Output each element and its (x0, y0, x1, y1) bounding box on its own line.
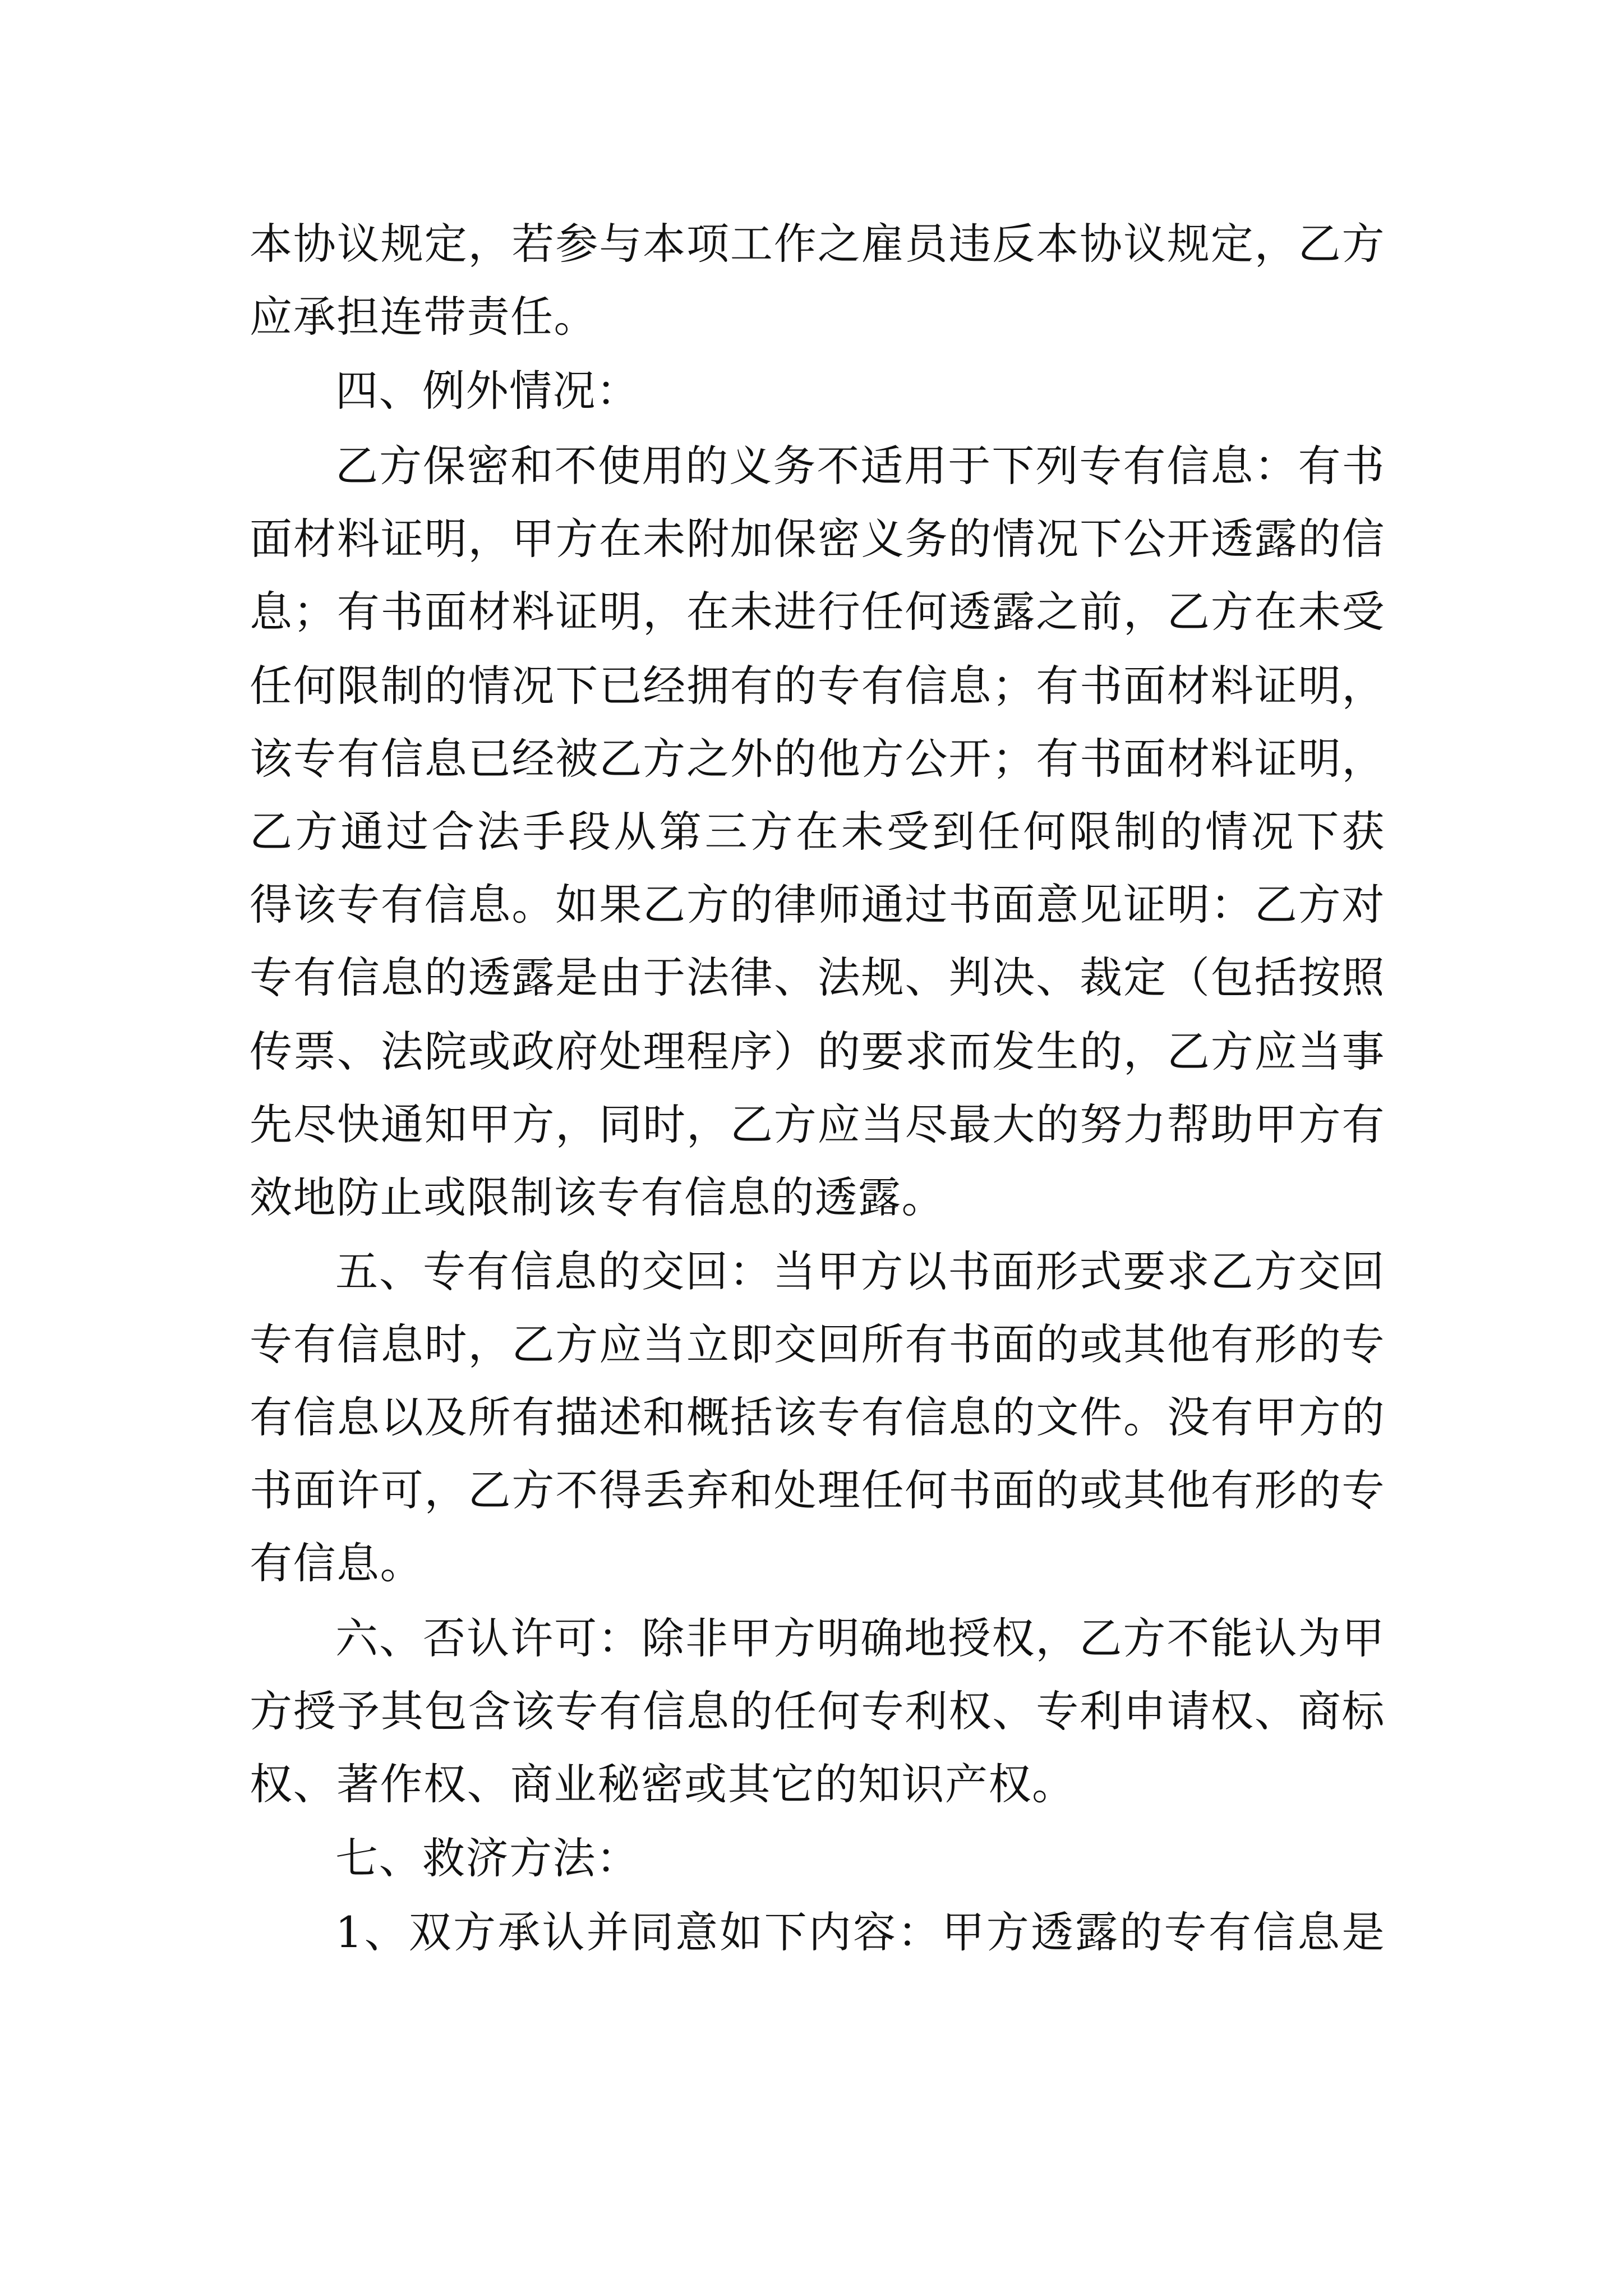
text-line: 任何限制的情况下已经拥有的专有信息；有书面材料证明， (250, 661, 1385, 711)
text-line: 该专有信息已经被乙方之外的他方公开；有书面材料证明， (250, 734, 1385, 784)
text-line: 乙方通过合法手段从第三方在未受到任何限制的情况下获 (250, 807, 1385, 857)
text-line: 传票、法院或政府处理程序）的要求而发生的，乙方应当事 (250, 1027, 1385, 1076)
text-line: 专有信息时，乙方应当立即交回所有书面的或其他有形的专 (250, 1319, 1385, 1369)
section-heading: 六、否认许可：除非甲方明确地授权，乙方不能认为甲 (335, 1613, 1385, 1663)
section-heading: 五、专有信息的交回：当甲方以书面形式要求乙方交回 (335, 1246, 1385, 1296)
text-line: 息；有书面材料证明，在未进行任何透露之前，乙方在未受 (250, 587, 1385, 637)
text-line: 权、著作权、商业秘密或其它的知识产权。 (250, 1759, 1076, 1809)
text-line: 得该专有信息。如果乙方的律师通过书面意见证明：乙方对 (250, 880, 1385, 930)
section-heading: 七、救济方法： (335, 1833, 640, 1883)
text-line: 效地防止或限制该专有信息的透露。 (250, 1172, 945, 1222)
text-line: 1、双方承认并同意如下内容：甲方透露的专有信息是 (335, 1907, 1385, 1957)
text-line: 应承担连带责任。 (250, 292, 597, 342)
text-line: 专有信息的透露是由于法律、法规、判决、裁定（包括按照 (250, 953, 1385, 1002)
text-line: 有信息以及所有描述和概括该专有信息的文件。没有甲方的 (250, 1392, 1385, 1442)
text-line: 乙方保密和不使用的义务不适用于下列专有信息：有书 (335, 441, 1385, 491)
text-line: 书面许可，乙方不得丢弃和处理任何书面的或其他有形的专 (250, 1465, 1385, 1515)
text-line: 方授予其包含该专有信息的任何专利权、专利申请权、商标 (250, 1686, 1385, 1736)
text-line: 有信息。 (250, 1538, 423, 1588)
section-heading: 四、例外情况： (335, 366, 640, 416)
text-line: 面材料证明，甲方在未附加保密义务的情况下公开透露的信 (250, 514, 1385, 564)
text-line: 先尽快通知甲方，同时，乙方应当尽最大的努力帮助甲方有 (250, 1099, 1385, 1149)
text-line: 本协议规定，若参与本项工作之雇员违反本协议规定，乙方 (250, 219, 1385, 269)
